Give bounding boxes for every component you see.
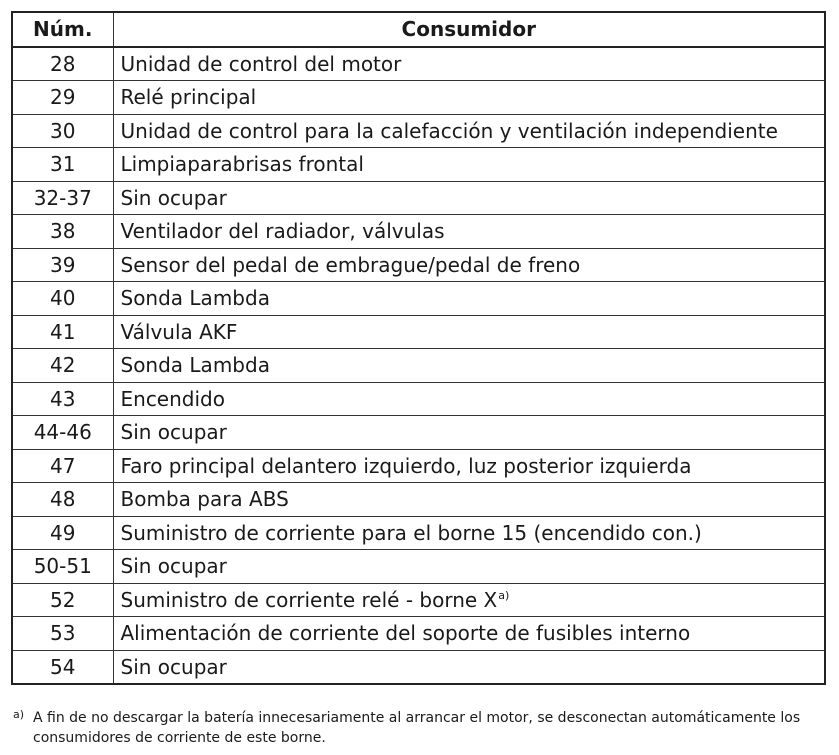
header-row: [12, 12, 825, 47]
fuse-table: [11, 11, 826, 685]
consumer-label: Sonda Lambda: [120, 353, 270, 378]
consumer-cell: [113, 382, 825, 416]
consumer-label: Alimentación de corriente del soporte de fusibles interno: [120, 621, 691, 646]
table-row: [12, 382, 825, 416]
consumer-label: Sin ocupar: [120, 185, 227, 210]
table-row: [12, 483, 825, 517]
fuse-number: 52: [12, 583, 113, 617]
table-row: [12, 583, 825, 617]
fuse-number: 29: [12, 81, 113, 115]
consumer-cell: [113, 483, 825, 517]
consumer-cell: [113, 181, 825, 215]
consumer-cell: [113, 282, 825, 316]
consumer-cell: [113, 47, 825, 81]
header-consumer: Consumidor: [113, 12, 825, 47]
header-num: Núm.: [12, 12, 113, 47]
fuse-number: 50-51: [12, 550, 113, 584]
consumer-label: Sensor del pedal de embrague/pedal de freno: [120, 252, 581, 277]
consumer-cell: [113, 583, 825, 617]
consumer-cell: [113, 617, 825, 651]
table-row: [12, 449, 825, 483]
consumer-label: Ventilador del radiador, válvulas: [120, 219, 445, 244]
footnote-reference: a): [498, 588, 510, 602]
consumer-label: Limpiaparabrisas frontal: [120, 152, 364, 177]
consumer-cell: [113, 148, 825, 182]
table-row: [12, 516, 825, 550]
fuse-number: 32-37: [12, 181, 113, 215]
fuse-number: 47: [12, 449, 113, 483]
consumer-label: Suministro de corriente para el borne 15 (encendido con.): [120, 520, 702, 545]
fuse-number: 49: [12, 516, 113, 550]
fuse-number: 41: [12, 315, 113, 349]
table-row: [12, 315, 825, 349]
footnote: [13, 708, 831, 748]
consumer-label: Válvula AKF: [120, 319, 238, 344]
fuse-number: 48: [12, 483, 113, 517]
consumer-cell: [113, 516, 825, 550]
footnote-text: A fin de no descargar la batería innecesariamente al arrancar el motor, se desconectan automáticamente los consumidores de corriente de este borne.: [33, 710, 801, 746]
table-row: [12, 215, 825, 249]
consumer-cell: [113, 550, 825, 584]
table-body: [12, 47, 825, 685]
consumer-cell: [113, 248, 825, 282]
table-row: [12, 248, 825, 282]
table-row: [12, 282, 825, 316]
consumer-label: Faro principal delantero izquierdo, luz posterior izquierda: [120, 453, 692, 478]
consumer-label: Bomba para ABS: [120, 487, 289, 512]
table-row: [12, 349, 825, 383]
consumer-label: Unidad de control para la calefacción y ventilación independiente: [120, 118, 778, 143]
table-row: [12, 550, 825, 584]
consumer-label: Unidad de control del motor: [120, 51, 402, 76]
consumer-cell: [113, 416, 825, 450]
fuse-number: 44-46: [12, 416, 113, 450]
table-row: [12, 81, 825, 115]
fuse-number: 28: [12, 47, 113, 81]
consumer-label: Sin ocupar: [120, 654, 227, 679]
consumer-label: Encendido: [120, 386, 225, 411]
table-row: [12, 181, 825, 215]
consumer-cell: [113, 650, 825, 684]
consumer-label: Suministro de corriente relé - borne X: [120, 587, 498, 612]
table-row: [12, 47, 825, 81]
consumer-label: Sonda Lambda: [120, 286, 270, 311]
consumer-cell: [113, 449, 825, 483]
consumer-label: Sin ocupar: [120, 420, 227, 445]
consumer-cell: [113, 81, 825, 115]
footnote-marker: a): [13, 708, 25, 721]
fuse-number: 43: [12, 382, 113, 416]
fuse-number: 31: [12, 148, 113, 182]
consumer-cell: [113, 215, 825, 249]
fuse-number: 30: [12, 114, 113, 148]
fuse-number: 40: [12, 282, 113, 316]
fuse-number: 54: [12, 650, 113, 684]
consumer-cell: [113, 114, 825, 148]
table-row: [12, 416, 825, 450]
consumer-cell: [113, 349, 825, 383]
table-row: [12, 650, 825, 684]
table-row: [12, 617, 825, 651]
table-row: [12, 114, 825, 148]
fuse-number: 39: [12, 248, 113, 282]
table-row: [12, 148, 825, 182]
table-header: [12, 12, 825, 47]
fuse-number: 38: [12, 215, 113, 249]
fuse-number: 53: [12, 617, 113, 651]
consumer-label: Sin ocupar: [120, 554, 227, 579]
fuse-number: 42: [12, 349, 113, 383]
consumer-cell: [113, 315, 825, 349]
consumer-label: Relé principal: [120, 85, 257, 110]
